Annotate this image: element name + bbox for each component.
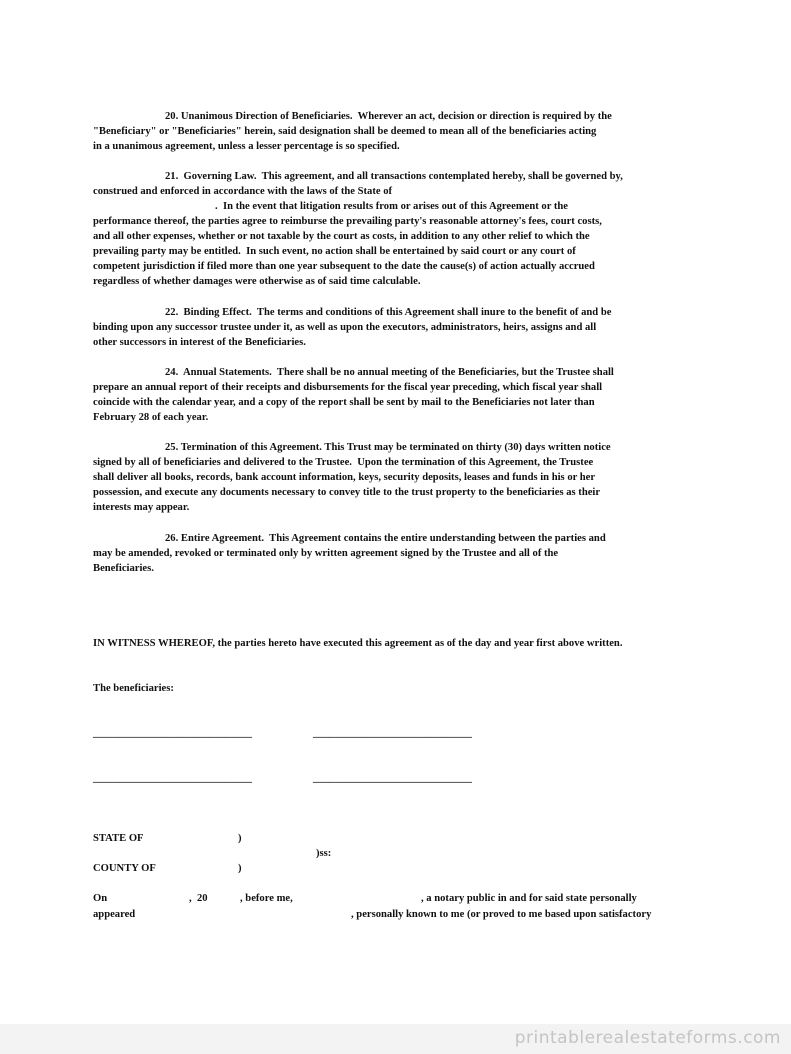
- ss-label: )ss:: [316, 848, 332, 859]
- section-22-line-2: binding upon any successor trustee under it, as well as upon the executors, administrators, heirs, assigns and all: [93, 322, 597, 333]
- section-20-line-3: in a unanimous agreement, unless a lesser percentage is so specified.: [93, 141, 400, 152]
- signature-line-2b[interactable]: ______________________________: [313, 773, 472, 784]
- section-21-line-2: construed and enforced in accordance with the laws of the State of: [93, 186, 393, 197]
- section-21-line-5: and all other expenses, whether or not taxable by the court as costs, in addition to any other relief to which the: [93, 231, 590, 242]
- signature-line-2a[interactable]: ______________________________: [93, 773, 252, 784]
- section-22-line-3: other successors in interest of the Beneficiaries.: [93, 337, 306, 348]
- state-of-label: STATE OF: [93, 833, 144, 844]
- on-label: On: [93, 893, 108, 904]
- section-21-line-8: regardless of whether damages were otherwise as of said time calculable.: [93, 276, 421, 287]
- section-20-line-2: "Beneficiary" or "Beneficiaries" herein, said designation shall be deemed to mean all of the beneficiaries acting: [93, 126, 597, 137]
- section-20-line-1: 20. Unanimous Direction of Beneficiaries. Wherever an act, decision or direction is required by the: [165, 111, 612, 122]
- signature-line-1a[interactable]: ______________________________: [93, 728, 252, 739]
- section-24-line-4: February 28 of each year.: [93, 412, 209, 423]
- section-21-line-6: prevailing party may be entitled. In such event, no action shall be entertained by said court or any court of: [93, 246, 576, 257]
- section-22-line-1: 22. Binding Effect. The terms and conditions of this Agreement shall inure to the benefit of and be: [165, 307, 612, 318]
- notary-public-text: , a notary public in and for said state personally: [421, 893, 637, 904]
- section-21-line-3: . In the event that litigation results from or arises out of this Agreement or the: [215, 201, 568, 212]
- footer-bar: [0, 1024, 791, 1054]
- section-25-line-4: possession, and execute any documents necessary to convey title to the trust property to the beneficiaries as their: [93, 487, 601, 498]
- section-24-line-2: prepare an annual report of their receipts and disbursements for the fiscal year preceding, which fiscal year shall: [93, 382, 603, 393]
- beneficiaries-label: The beneficiaries:: [93, 683, 174, 694]
- section-25-line-2: signed by all of beneficiaries and delivered to the Trustee. Upon the termination of this Agreement, the Trustee: [93, 457, 594, 468]
- before-me-label: , before me,: [240, 893, 293, 904]
- section-26-line-2: may be amended, revoked or terminated only by written agreement signed by the Trustee and all of the: [93, 548, 559, 559]
- county-paren: ): [238, 863, 242, 874]
- section-26-line-3: Beneficiaries.: [93, 563, 154, 574]
- section-25-line-5: interests may appear.: [93, 502, 190, 513]
- section-25-line-3: shall deliver all books, records, bank account information, keys, security deposits, leases and funds in his or her: [93, 472, 596, 483]
- section-24-line-3: coincide with the calendar year, and a copy of the report shall be sent by mail to the Beneficiaries not later than: [93, 397, 595, 408]
- section-26-line-1: 26. Entire Agreement. This Agreement contains the entire understanding between the parties and: [165, 533, 606, 544]
- section-25-line-1: 25. Termination of this Agreement. This Trust may be terminated on thirty (30) days written notice: [165, 442, 611, 453]
- appeared-label: appeared: [93, 909, 136, 920]
- section-21-line-4: performance thereof, the parties agree to reimburse the prevailing party's reasonable attorney's fees, court costs,: [93, 216, 602, 227]
- section-21-line-1: 21. Governing Law. This agreement, and all transactions contemplated hereby, shall be governed by,: [165, 171, 623, 182]
- county-of-label: COUNTY OF: [93, 863, 156, 874]
- year-label: , 20: [189, 893, 208, 904]
- section-21-line-7: competent jurisdiction if filed more than one year subsequent to the date the cause(s) of action actually accrued: [93, 261, 595, 272]
- personally-known-text: , personally known to me (or proved to me based upon satisfactory: [351, 909, 652, 920]
- state-paren: ): [238, 833, 242, 844]
- witness-statement: IN WITNESS WHEREOF, the parties hereto have executed this agreement as of the day and year first above written.: [93, 638, 623, 649]
- section-24-line-1: 24. Annual Statements. There shall be no annual meeting of the Beneficiaries, but the Trustee shall: [165, 367, 614, 378]
- site-watermark[interactable]: printablerealestateforms.com: [514, 1028, 781, 1048]
- signature-line-1b[interactable]: ______________________________: [313, 728, 472, 739]
